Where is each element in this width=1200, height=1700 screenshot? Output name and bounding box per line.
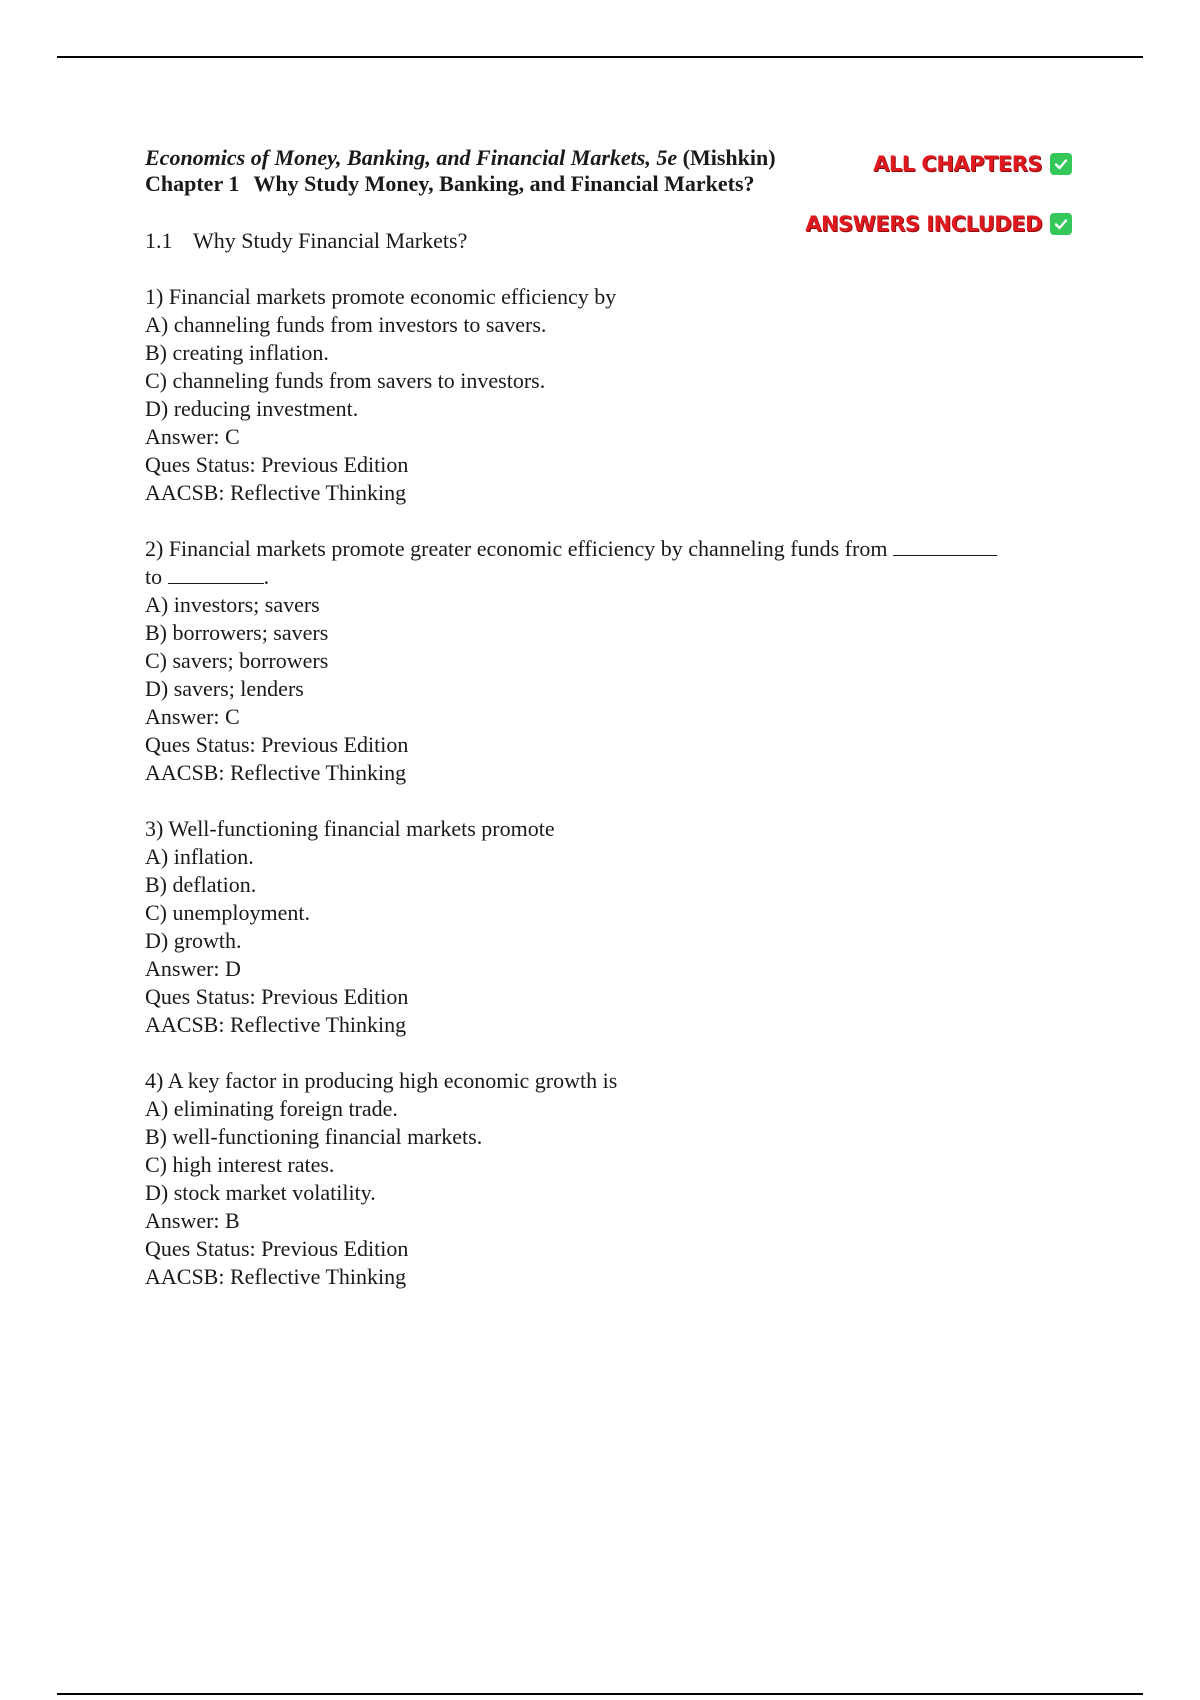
- answer-option: B) deflation.: [145, 872, 257, 897]
- question-status: Ques Status: Previous Edition: [145, 732, 409, 757]
- answer-option: D) growth.: [145, 928, 242, 953]
- question-status: Ques Status: Previous Edition: [145, 1236, 409, 1261]
- answer-option: D) reducing investment.: [145, 396, 359, 421]
- answer-option: B) borrowers; savers: [145, 620, 329, 645]
- question-stem-text: 2) Financial markets promote greater economic efficiency by channeling funds from: [145, 536, 888, 561]
- answer-key: Answer: B: [145, 1208, 240, 1233]
- answer-option: C) channeling funds from savers to investors.: [145, 368, 546, 393]
- section-title: Why Study Financial Markets?: [193, 228, 468, 253]
- answer-option: D) savers; lenders: [145, 676, 304, 701]
- chapter-number: Chapter 1: [145, 171, 240, 196]
- chapter-heading: [145, 171, 1075, 197]
- question-stem: 4) A key factor in producing high economic growth is: [145, 1068, 618, 1093]
- answer-key: Answer: C: [145, 424, 240, 449]
- answer-option: B) creating inflation.: [145, 340, 329, 365]
- question-stem-suffix: .: [263, 564, 270, 589]
- answer-option: C) high interest rates.: [145, 1152, 335, 1177]
- answer-option: A) inflation.: [145, 844, 254, 869]
- answer-key: Answer: C: [145, 704, 240, 729]
- question-stem: 3) Well-functioning financial markets promote: [145, 816, 555, 841]
- answer-option: B) well-functioning financial markets.: [145, 1124, 483, 1149]
- book-title: Economics of Money, Banking, and Financial Markets, 5e: [145, 145, 678, 170]
- question-2: [145, 535, 1075, 787]
- top-rule: [57, 56, 1143, 58]
- answer-option: A) eliminating foreign trade.: [145, 1096, 398, 1121]
- aacsb-tag: AACSB: Reflective Thinking: [145, 1264, 407, 1289]
- all-chapters-label: ALL CHAPTERS: [873, 152, 1042, 176]
- question-stem: [145, 535, 1075, 563]
- section-heading: [145, 227, 1075, 255]
- fill-in-blank: [168, 563, 264, 584]
- question-stem-prefix: to: [145, 564, 163, 589]
- document-title: [145, 145, 1075, 171]
- answer-key: Answer: D: [145, 956, 241, 981]
- answer-option: C) unemployment.: [145, 900, 310, 925]
- question-4: [145, 1067, 1075, 1291]
- answers-included-label: ANSWERS INCLUDED: [805, 212, 1042, 236]
- chapter-title: Why Study Money, Banking, and Financial Markets?: [253, 171, 755, 196]
- question-stem: 1) Financial markets promote economic efficiency by: [145, 284, 617, 309]
- answer-option: C) savers; borrowers: [145, 648, 329, 673]
- answer-option: D) stock market volatility.: [145, 1180, 376, 1205]
- bottom-rule: [57, 1693, 1143, 1695]
- aacsb-tag: AACSB: Reflective Thinking: [145, 1012, 407, 1037]
- fill-in-blank: [893, 535, 997, 556]
- book-author: (Mishkin): [682, 145, 776, 170]
- aacsb-tag: AACSB: Reflective Thinking: [145, 480, 407, 505]
- question-1: [145, 283, 1075, 507]
- question-status: Ques Status: Previous Edition: [145, 984, 409, 1009]
- question-stem-continued: [145, 563, 1075, 591]
- section-number: 1.1: [145, 228, 173, 253]
- aacsb-tag: AACSB: Reflective Thinking: [145, 760, 407, 785]
- question-status: Ques Status: Previous Edition: [145, 452, 409, 477]
- question-3: [145, 815, 1075, 1039]
- answer-option: A) channeling funds from investors to savers.: [145, 312, 547, 337]
- answer-option: A) investors; savers: [145, 592, 320, 617]
- document-body: [145, 145, 1075, 1291]
